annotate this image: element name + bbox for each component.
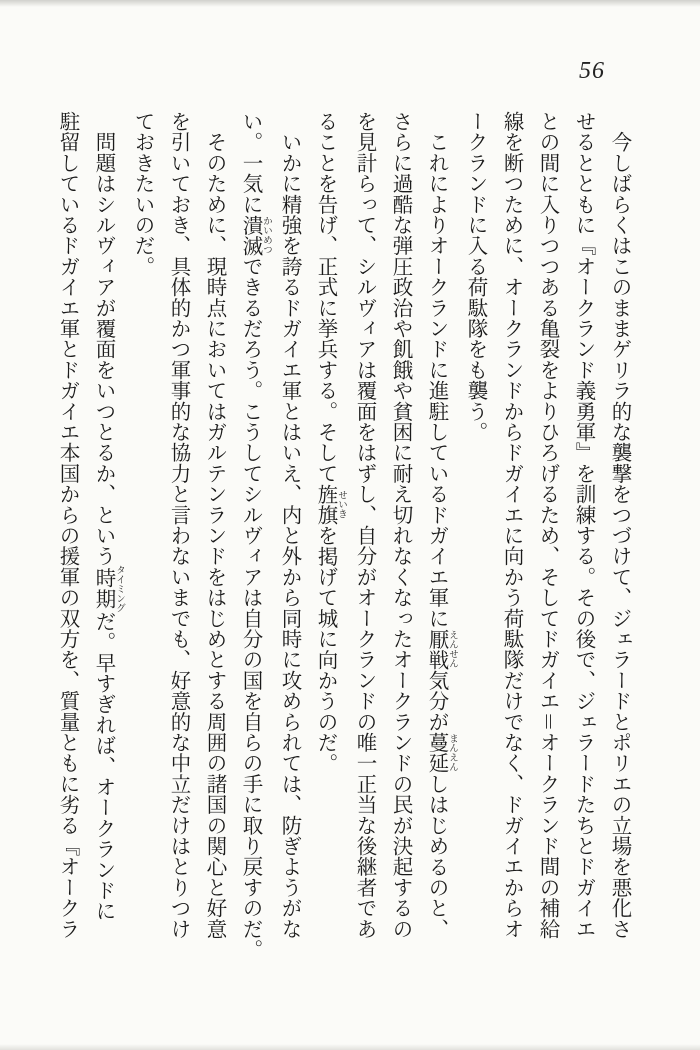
text-line: ることを告げ、正式に挙兵する。そして旌旗 せいきを掲げて城に向かうのだ。	[314, 111, 346, 774]
text-line: これによりオークランドに進駐しているドガイエ軍に厭戦 えんせん気分が蔓延 まんえんしはじめるのと、	[425, 111, 457, 940]
text-line: い。一気に潰滅 かいめつできるだろう。こうしてシルヴィアは自分の国を自らの手に取り戻すのだ。	[239, 111, 271, 960]
page-number: 56	[579, 58, 605, 84]
scan-edge-top	[0, 0, 700, 7]
paragraph-3	[232, 111, 307, 963]
text-line: 駐留しているドガイエ軍とドガイエ本国からの援軍の双方を、質量ともに劣る『オークラ	[56, 111, 78, 939]
text-block	[49, 111, 637, 963]
text-line: 問題はシルヴィアが覆面をいつとるか、という時期 タイミングだ。早すぎれば、オークランドに	[92, 111, 124, 922]
text-line: を見計らって、シルヴィアは覆面をはずし、自分がオークランドの唯一正当な後継者であ	[353, 111, 375, 939]
text-line: 線を断つために、オークランドからドガイエに向かう荷駄隊だけでなく、ドガイエからオ	[500, 111, 522, 939]
text-line: ておきたいのだ。	[131, 111, 153, 277]
text-line: を引いておき、具体的かつ軍事的な協力と言わないまでも、好意的な中立だけはとりつけ	[167, 111, 189, 939]
text-line: ークランドに入る荷駄隊をも襲う。	[464, 111, 486, 443]
text-line: さらに過酷な弾圧政治や飢餓や貧困に耐え切れなくなったオークランドの民が決起するの	[389, 111, 411, 939]
text-line: との間に入りつつある亀裂をよりひろげるため、そしてドガイエ＝オークランド間の補給	[536, 111, 558, 939]
paragraph-4	[124, 111, 232, 963]
paragraph-2	[307, 111, 457, 963]
scan-edge-bottom	[0, 1044, 700, 1050]
paragraph-5	[49, 111, 124, 963]
text-line: そのために、現時点においてはガルテンランドをはじめとする周囲の諸国の関心と好意	[203, 111, 225, 939]
paragraph-1	[457, 111, 637, 963]
text-line: せるとともに『オークランド義勇軍』を訓練する。その後で、ジェラードたちとドガイエ	[572, 111, 594, 939]
text-line: 今しばらくはこのままゲリラ的な襲撃をつづけて、ジェラードとポリエの立場を悪化さ	[608, 111, 630, 939]
text-line: いかに精強を誇るドガイエ軍とはいえ、内と外から同時に攻められては、防ぎようがな	[278, 111, 300, 940]
